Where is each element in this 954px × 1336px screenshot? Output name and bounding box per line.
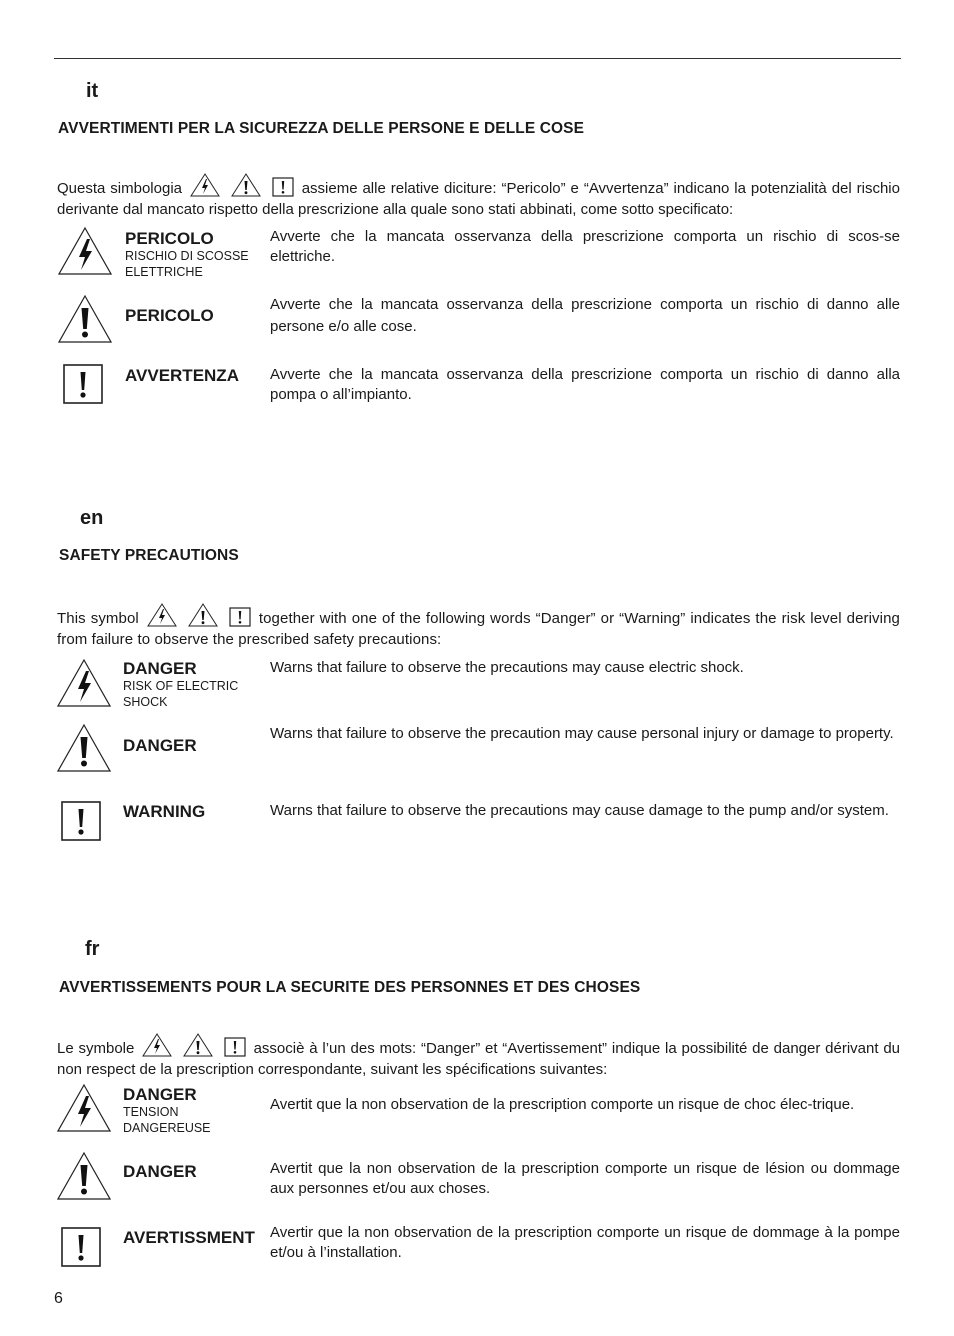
language-code-it: it [86,80,99,102]
general-danger-icon [57,724,111,772]
entry-label: PERICOLO [125,306,214,325]
electric-danger-icon [57,659,111,707]
entry-description: Avverte che la mancata osservanza della prescrizione comporta un rischio di scos-se elettriche. [270,228,900,265]
entry-description: Warns that failure to observe the precautions may cause damage to the pump and/or system. [270,802,889,819]
entry-description: Avverte che la mancata osservanza della prescrizione comporta un rischio di danno alle persone e/o alle cose. [270,296,900,335]
general-danger-icon [231,173,261,197]
entry-label: DANGER RISK OF ELECTRIC SHOCK [123,659,253,710]
electric-danger-icon [147,603,177,627]
electric-danger-icon [142,1033,172,1057]
general-danger-icon [58,295,112,343]
entry-description: Avverte che la mancata osservanza della prescrizione comporta un rischio di danno alla pompa o all’impianto. [270,366,900,403]
entry-sublabel: RISCHIO DI SCOSSE ELETTRICHE [125,249,249,279]
top-rule [54,58,901,59]
general-danger-icon [188,603,218,627]
warning-icon [272,177,294,197]
warning-icon [61,1227,101,1267]
entry-sublabel: RISK OF ELECTRIC SHOCK [123,679,239,709]
warning-icon [229,607,251,627]
entry-label: PERICOLO RISCHIO DI SCOSSE ELETTRICHE [125,229,260,280]
intro-paragraph-it: Questa simbologia assieme alle relative diciture: “Pericolo” e “Avvertenza” indicano la potenzialità del rischio derivante dal mancato rispetto della prescrizione alla quale sono stati abbinati, come sotto specificato: [57,173,900,220]
general-danger-icon [57,1152,111,1200]
entry-label: AVVERTENZA [125,366,239,385]
entry-label: WARNING [123,802,206,821]
electric-danger-icon [190,173,220,197]
warning-icon [61,801,101,841]
entry-description: Avertit que la non observation de la prescription comporte un risque de choc élec-trique. [270,1096,855,1113]
section-heading-fr: AVVERTISSEMENTS POUR LA SECURITE DES PERSONNES ET DES CHOSES [59,979,641,996]
warning-icon [224,1037,246,1057]
page-number: 6 [54,1290,63,1307]
entry-label: AVERTISSMENT [123,1228,255,1247]
entry-description: Avertir que la non observation de la prescription comporte un risque de dommage à la pompe et/ou à l’installation. [270,1224,900,1261]
section-heading-en: SAFETY PRECAUTIONS [59,547,239,564]
electric-danger-icon [58,227,112,275]
entry-label: DANGER [123,736,197,755]
entry-label: DANGER [123,1162,197,1181]
language-code-en: en [80,507,104,529]
warning-icon [63,364,103,404]
entry-description: Warns that failure to observe the precautions may cause electric shock. [270,659,744,676]
intro-paragraph-fr: Le symbole associè à l’un des mots: “Danger” et “Avertissement” indique la possibilité de danger dérivant du non respect de la prescription correspondante, suivant les spécifications suivantes: [57,1033,900,1080]
section-heading-it: AVVERTIMENTI PER LA SICUREZZA DELLE PERSONE E DELLE COSE [58,120,585,137]
entry-sublabel: TENSION DANGEREUSE [123,1105,211,1135]
entry-description: Avertit que la non observation de la prescription comporte un risque de lésion ou dommage aux personnes et/ou aux choses. [270,1160,900,1197]
intro-paragraph-en: This symbol together with one of the following words “Danger” or “Warning” indicates the risk level deriving from failure to observe the prescribed safety precautions: [57,603,900,650]
general-danger-icon [183,1033,213,1057]
electric-danger-icon [57,1084,111,1132]
entry-description: Warns that failure to observe the precaution may cause personal injury or damage to property. [270,725,894,742]
language-code-fr: fr [85,938,100,960]
entry-label: DANGER TENSION DANGEREUSE [123,1085,233,1136]
